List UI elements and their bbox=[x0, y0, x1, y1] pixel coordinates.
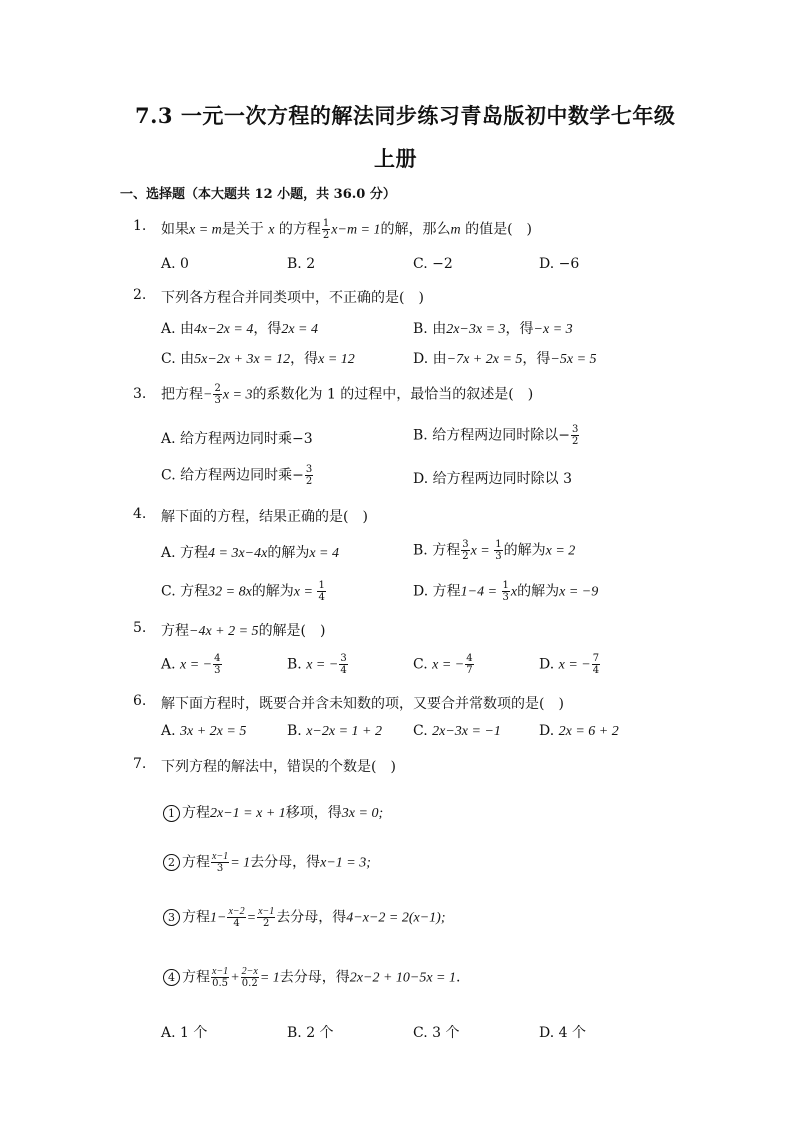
question-stem: 下列方程的解法中，错误的个数是( ) bbox=[161, 759, 396, 775]
fraction: $\frac{4}{3}$ bbox=[214, 653, 221, 676]
sub-item-1: 1 方程2x−1 = x + 1移项，得3x = 0; bbox=[163, 802, 383, 822]
option-c[interactable]: C. 方程32 = 8x的解为x = $\frac{1}{4}$ bbox=[161, 580, 325, 603]
option-a[interactable]: A. 给方程两边同时乘−3 bbox=[161, 431, 313, 447]
option-c[interactable]: C. x = − $\frac{4}{7}$ bbox=[413, 653, 473, 676]
question-stem: 解下面的方程，结果正确的是( ) bbox=[161, 509, 368, 525]
page-title: 7.3 一元一次方程的解法同步练习青岛版初中数学七年级 bbox=[135, 103, 676, 128]
sub-item-3: 3 方程1− $\frac{x-2}{4}$ = $\frac{x-1}{2}$ 去分母，得4−x−2 = 2(x−1); bbox=[163, 906, 445, 929]
option-c[interactable]: C. −2 bbox=[413, 256, 453, 272]
page-title-line2: 上册 bbox=[374, 146, 417, 171]
option-c[interactable]: C. 由5x−2x + 3x = 12，得x = 12 bbox=[161, 351, 355, 367]
circled-number: 2 bbox=[163, 854, 180, 871]
circled-number: 4 bbox=[163, 969, 180, 986]
question-number: 4. bbox=[133, 506, 147, 522]
option-c[interactable]: C. 2x−3x = −1 bbox=[413, 723, 501, 739]
question-stem: 如果x = m是关于 x 的方程 $\frac{1}{2}$ x−m = 1的解，那么m 的值是( ) bbox=[161, 218, 532, 241]
option-b[interactable]: B. 由2x−3x = 3，得−x = 3 bbox=[413, 321, 573, 337]
fraction: $\frac{2-x}{0.2}$ bbox=[241, 966, 258, 989]
option-d[interactable]: D. 方程1−4 = $\frac{1}{3}$ x的解为x = −9 bbox=[413, 580, 599, 603]
option-d[interactable]: D. 由−7x + 2x = 5，得−5x = 5 bbox=[413, 351, 597, 367]
option-d[interactable]: D. 2x = 6 + 2 bbox=[539, 723, 619, 739]
fraction: $\frac{x-1}{3}$ bbox=[212, 851, 229, 874]
sub-item-4: 4 方程 $\frac{x-1}{0.5}$ + $\frac{2-x}{0.2}$ = 1去分母，得2x−2 + 10−5x = 1. bbox=[163, 966, 460, 989]
option-b[interactable]: B. 给方程两边同时除以− $\frac{3}{2}$ bbox=[413, 424, 579, 447]
option-c[interactable]: C. 3 个 bbox=[413, 1025, 460, 1041]
option-b[interactable]: B. 2 个 bbox=[287, 1025, 334, 1041]
question-number: 3. bbox=[133, 386, 147, 402]
fraction: $\frac{1}{3}$ bbox=[495, 539, 502, 562]
fraction: $\frac{x-2}{4}$ bbox=[228, 906, 245, 929]
fraction: $\frac{3}{4}$ bbox=[340, 653, 347, 676]
option-b[interactable]: B. x = − $\frac{3}{4}$ bbox=[287, 653, 347, 676]
question-number: 6. bbox=[133, 693, 147, 709]
option-b[interactable]: B. 2 bbox=[287, 256, 316, 272]
question-number: 2. bbox=[133, 287, 147, 303]
sub-item-2: 2 方程 $\frac{x-1}{3}$ = 1去分母，得x−1 = 3; bbox=[163, 851, 371, 874]
fraction: $\frac{1}{3}$ bbox=[502, 580, 509, 603]
option-d[interactable]: D. 给方程两边同时除以 3 bbox=[413, 471, 572, 487]
option-c[interactable]: C. 给方程两边同时乘− $\frac{3}{2}$ bbox=[161, 464, 313, 487]
question-stem: 解下面方程时，既要合并含未知数的项，又要合并常数项的是( ) bbox=[161, 696, 564, 712]
fraction: $\frac{x-1}{2}$ bbox=[258, 906, 275, 929]
question-number: 7. bbox=[133, 756, 147, 772]
option-d[interactable]: D. −6 bbox=[539, 256, 580, 272]
option-a[interactable]: A. 0 bbox=[161, 256, 189, 272]
circled-number: 3 bbox=[163, 909, 180, 926]
fraction: $\frac{3}{2}$ bbox=[305, 464, 313, 487]
option-a[interactable]: A. 3x + 2x = 5 bbox=[161, 723, 247, 739]
fraction: $\frac{7}{4}$ bbox=[592, 653, 600, 676]
question-number: 5. bbox=[133, 620, 147, 636]
option-a[interactable]: A. 方程4 = 3x−4x的解为x = 4 bbox=[161, 545, 340, 561]
fraction: $\frac{3}{2}$ bbox=[571, 424, 579, 447]
question-number: 1. bbox=[133, 218, 147, 234]
option-a[interactable]: A. 由4x−2x = 4，得2x = 4 bbox=[161, 321, 319, 337]
option-b[interactable]: B. 方程 $\frac{3}{2}$ x = $\frac{1}{3}$ 的解为x = 2 bbox=[413, 539, 576, 562]
option-d[interactable]: D. 4 个 bbox=[539, 1025, 586, 1041]
option-a[interactable]: A. 1 个 bbox=[161, 1025, 208, 1041]
option-b[interactable]: B. x−2x = 1 + 2 bbox=[287, 723, 382, 739]
fraction: $\frac{1}{2}$ bbox=[322, 218, 330, 241]
option-d[interactable]: D. x = − $\frac{7}{4}$ bbox=[539, 653, 600, 676]
option-a[interactable]: A. x = − $\frac{4}{3}$ bbox=[161, 653, 221, 676]
fraction: $\frac{4}{7}$ bbox=[466, 653, 473, 676]
question-stem: 方程−4x + 2 = 5的解是( ) bbox=[161, 623, 326, 639]
question-stem: 下列各方程合并同类项中，不正确的是( ) bbox=[161, 290, 424, 306]
section-header: 一、选择题（本大题共 12 小题，共 36.0 分） bbox=[120, 187, 396, 202]
fraction: $\frac{2}{3}$ bbox=[214, 383, 221, 406]
fraction: $\frac{1}{4}$ bbox=[318, 580, 325, 603]
question-stem: 把方程− $\frac{2}{3}$ x = 3的系数化为 1 的过程中，最恰当的叙述是( ) bbox=[161, 383, 534, 406]
fraction: $\frac{x-1}{0.5}$ bbox=[212, 966, 229, 989]
circled-number: 1 bbox=[163, 805, 180, 822]
fraction: $\frac{3}{2}$ bbox=[462, 539, 469, 562]
